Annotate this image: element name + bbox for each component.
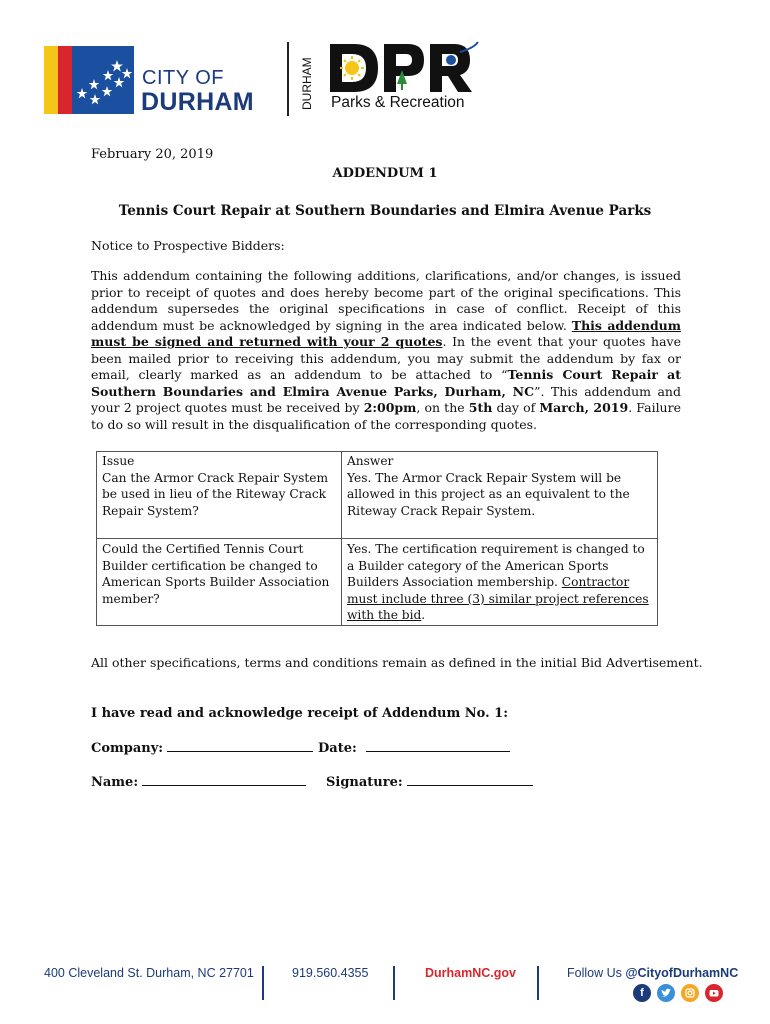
twitter-bird-icon [657, 984, 675, 1002]
issue-answer-table [96, 451, 658, 626]
other-specs-text: All other specifications, terms and conditions remain as defined in the initial Bid Advertisement. [91, 655, 703, 670]
footer-divider [262, 966, 264, 1000]
paragraph-text: ”. This addendum and your 2 project quotes must be received by [91, 383, 681, 415]
date-field [318, 738, 510, 756]
acknowledge-text: I have read and acknowledge receipt of Addendum No. 1: [91, 706, 509, 721]
social-handle[interactable]: @CityofDurhamNC [625, 966, 739, 980]
deadline-time: 2:00pm [363, 400, 417, 415]
instagram-camera-icon [681, 984, 699, 1002]
company-label: Company: [91, 741, 164, 756]
answer-text-end: . [421, 608, 426, 622]
paragraph-text: This addendum containing the following additions, clarifications, and/or changes, is issued prior to receipt of quotes and does hereby become part of the original specifications. This addendum supersedes the original specifications in case of conflict. Receipt of this addendum must be acknowledged by signing in the area indicated below. [91, 268, 681, 333]
youtube-play-icon [705, 984, 723, 1002]
parks-recreation-text: Parks & Recreation [331, 94, 465, 111]
sign-return-notice: This addendum must be signed and returned with your 2 quotes [91, 317, 682, 349]
answer-cell [342, 539, 658, 626]
signature-blank-line[interactable] [407, 772, 533, 786]
durham-text: DURHAM [141, 88, 254, 116]
footer-address: 400 Cleveland St. Durham, NC 27701 [44, 966, 254, 980]
name-blank-line[interactable] [142, 772, 306, 786]
company-blank-line[interactable] [167, 738, 313, 752]
signature-field [326, 772, 533, 790]
city-of-durham-logo [44, 46, 264, 114]
deadline-month: March, 2019 [539, 400, 629, 415]
instagram-icon[interactable] [681, 984, 699, 1002]
logo-divider [287, 42, 289, 116]
table-row [97, 452, 658, 539]
city-of-text: CITY OF [142, 67, 225, 89]
durham-parks-recreation-logo [300, 40, 480, 116]
footer-divider [393, 966, 395, 1000]
addendum-title: ADDENDUM 1 [332, 166, 438, 181]
dpr-letters-icon [320, 40, 480, 94]
addendum-paragraph [91, 268, 681, 433]
issue-cell [97, 539, 342, 626]
issue-text: Can the Armor Crack Repair System be used in lieu of the Riteway Crack Repair System? [102, 470, 329, 518]
table-row [97, 539, 658, 626]
answer-header: Answer [347, 454, 394, 468]
answer-text: Yes. The Armor Crack Repair System will be allowed in this project as an equivalent to the Riteway Crack Repair System. [347, 470, 630, 518]
project-name-bold: Tennis Court Repair at Southern Boundaries and Elmira Avenue Parks, Durham, NC [91, 367, 682, 399]
paragraph-text: day of [492, 400, 540, 415]
date-label: Date: [318, 741, 357, 756]
document-date: February 20, 2019 [91, 147, 214, 162]
paragraph-text: , on the [416, 400, 469, 415]
footer-website-link[interactable]: DurhamNC.gov [425, 966, 516, 980]
paragraph-text: . In the event that your quotes have been mailed prior to receiving this addendum, you may submit the addendum by fax or email, clearly marked as an addendum to be attached to “ [91, 334, 681, 382]
follow-prefix: Follow Us [567, 966, 626, 980]
company-field [91, 738, 313, 756]
deadline-day: 5th [468, 400, 493, 415]
issue-header: Issue [102, 454, 135, 468]
footer-follow [567, 966, 738, 980]
issue-cell [97, 452, 342, 539]
signature-label: Signature: [326, 775, 403, 790]
answer-underlined-text: Contractor must include three (3) similar project references with the bid [347, 575, 649, 622]
paragraph-text: . Failure to do so will result in the disqualification of the corresponding quotes. [91, 400, 681, 432]
answer-text: Yes. The certification requirement is changed to a Builder category of the American Sports Builders Association membership. [347, 542, 645, 589]
footer-phone[interactable]: 919.560.4355 [292, 966, 369, 980]
answer-cell [342, 452, 658, 539]
facebook-icon[interactable]: f [633, 984, 651, 1002]
flag-stripe-red [58, 46, 72, 114]
footer-divider [537, 966, 539, 1000]
date-blank-line[interactable] [366, 738, 510, 752]
twitter-icon[interactable] [657, 984, 675, 1002]
name-field [91, 772, 306, 790]
stars-icon [72, 46, 134, 114]
issue-text: Could the Certified Tennis Court Builder certification be changed to American Sports Builder Association member? [102, 542, 330, 606]
durham-vertical-label [300, 42, 314, 112]
notice-heading: Notice to Prospective Bidders: [91, 238, 285, 253]
flag-stripe-yellow [44, 46, 58, 114]
svg-text:DURHAM: DURHAM [300, 57, 314, 110]
project-title: Tennis Court Repair at Southern Boundaries and Elmira Avenue Parks [118, 203, 652, 219]
name-label: Name: [91, 775, 139, 790]
youtube-icon[interactable] [705, 984, 723, 1002]
